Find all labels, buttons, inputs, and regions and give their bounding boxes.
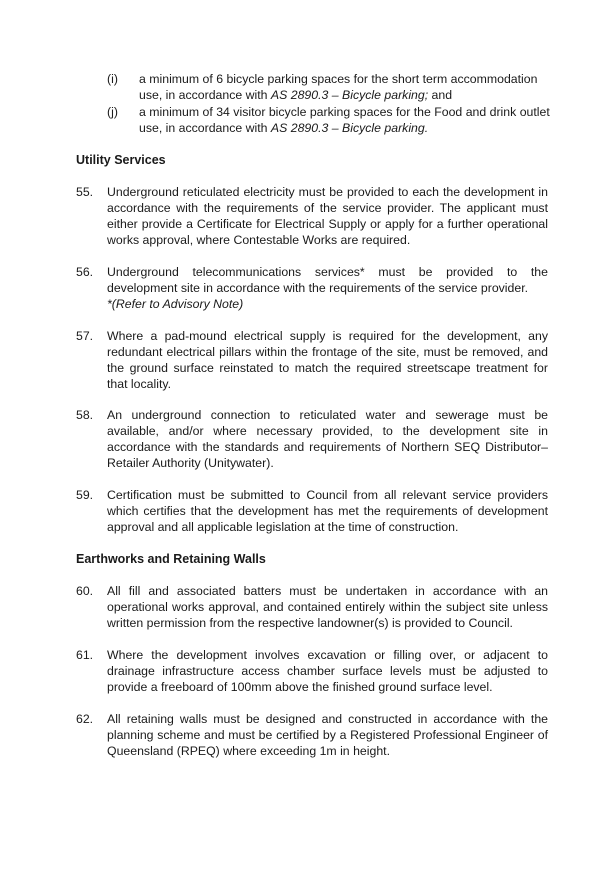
condition-text: All retaining walls must be designed and constructed in accordance with the planning scheme and must be certified by a Registered Professional Engineer of Queensland (RPEQ) where exceeding 1m in height. <box>107 712 548 758</box>
condition-number: 55. <box>76 185 94 199</box>
section-heading-earthworks: Earthworks and Retaining Walls <box>76 552 266 566</box>
condition-text: All fill and associated batters must be undertaken in accordance with an operational works approval, and contained entirely within the subject site unless written permission from the respective landowner(s) is provided to Council. <box>107 584 548 630</box>
condition-text: Certification must be submitted to Council from all relevant service providers which certifies that the development has met the requirements of development approval and all applicable legislation at the time of construction. <box>107 488 548 534</box>
sub-item-text-main: a minimum of 34 visitor bicycle parking spaces for the Food and drink outlet use, in accordance with <box>139 105 550 135</box>
sub-item-label: (j) <box>107 105 118 119</box>
advisory-note-reference: *(Refer to Advisory Note) <box>107 297 244 311</box>
sub-item-text <box>139 71 549 103</box>
condition-number: 62. <box>76 712 94 726</box>
condition-text: Underground telecommunications services* must be provided to the development site in accordance with the requirements of the service provider. <box>107 265 548 295</box>
condition-number: 61. <box>76 648 94 662</box>
standard-reference: AS 2890.3 – Bicycle parking; <box>270 88 429 102</box>
condition-number: 56. <box>76 265 94 279</box>
condition-number: 59. <box>76 488 94 502</box>
condition-text: Where a pad-mound electrical supply is required for the development, any redundant electrical pillars within the frontage of the site, must be removed, and the ground surface reinstated to match the required streetscape treatment for that locality. <box>107 329 548 391</box>
condition-text: An underground connection to reticulated water and sewerage must be available, and/or where necessary provided, to the development site in accordance with the standards and requirements of Northern SEQ Distributor–Retailer Authority (Unitywater). <box>107 408 548 470</box>
sub-item-text-tail: and <box>428 88 453 102</box>
section-heading-utility: Utility Services <box>76 153 166 167</box>
sub-item-text-main: a minimum of 6 bicycle parking spaces for the short term accommodation use, in accordance with <box>139 72 538 102</box>
condition-number: 60. <box>76 584 94 598</box>
condition-number: 58. <box>76 408 94 422</box>
condition-number: 57. <box>76 329 94 343</box>
condition-text: Where the development involves excavation or filling over, or adjacent to drainage infrastructure access chamber surface levels must be adjusted to provide a freeboard of 100mm above the finished ground surface level. <box>107 648 548 694</box>
sub-item-text <box>139 104 551 136</box>
standard-reference: AS 2890.3 – Bicycle parking. <box>270 121 429 135</box>
condition-text: Underground reticulated electricity must be provided to each the development in accordance with the requirements of the service provider. The applicant must either provide a Certificate for Electrical Supply or apply for a further operational works approval, where Contestable Works are required. <box>107 185 548 247</box>
sub-item-label: (i) <box>107 72 118 86</box>
